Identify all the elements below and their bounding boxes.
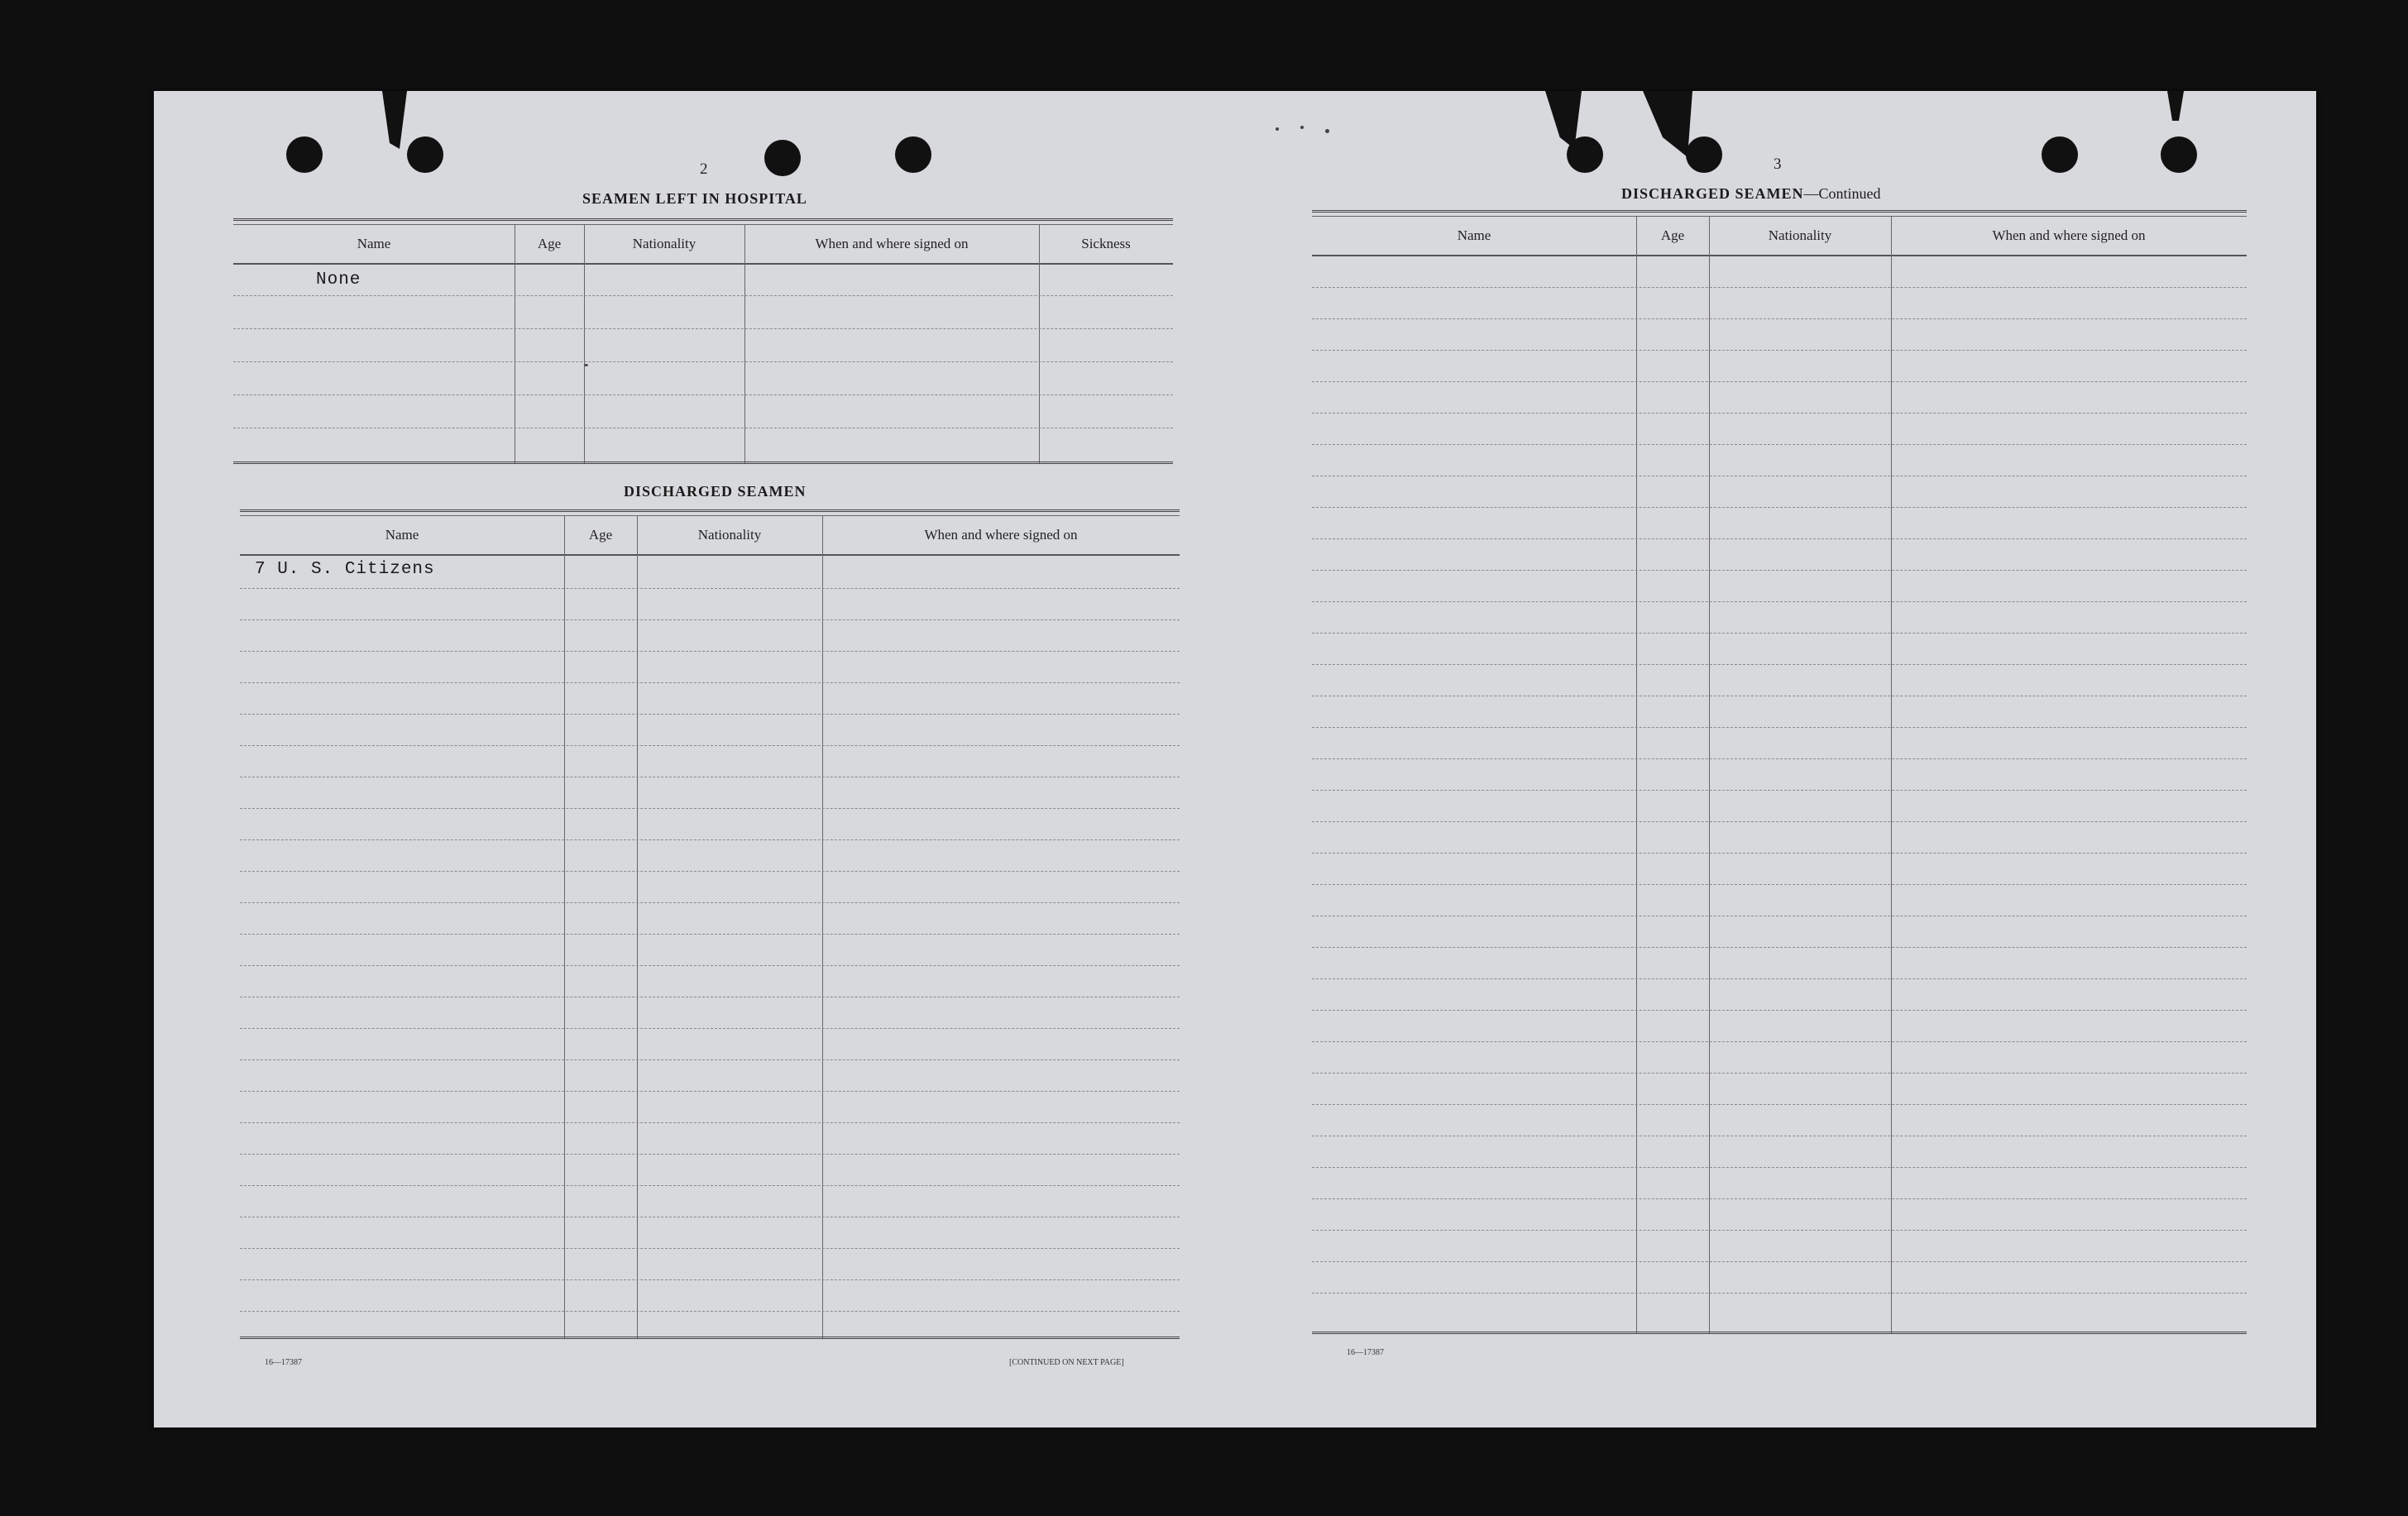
binder-hole [2042,136,2078,173]
form-code: 16—17387 [1347,1348,1384,1357]
discharged-entry: 7 U. S. Citizens [255,560,435,579]
binder-hole [2161,136,2197,173]
discharged-continued-title [1621,185,1881,203]
scan-speck [1300,126,1304,129]
discharged-section-title: DISCHARGED SEAMEN [624,483,807,500]
column-header-name: Name [357,236,391,251]
binder-hole [407,136,443,173]
column-header-age: Age [537,236,562,251]
column-header-nationality: Nationality [697,527,762,543]
hospital-table [233,218,1173,464]
scan-speck [1325,129,1329,133]
paper-tear [2167,91,2184,121]
column-header-when-where: When and where signed on [815,236,969,251]
discharged-continued-suffix: —Continued [1803,185,1881,202]
binder-hole [1686,136,1722,173]
document-sheet [154,91,2316,1428]
discharged-table [240,509,1180,1339]
column-header-when-where: When and where signed on [924,527,1078,543]
discharged-continued-title-main: DISCHARGED SEAMEN [1621,185,1804,202]
binder-hole [764,140,801,176]
paper-tear [1643,91,1692,157]
column-header-sickness: Sickness [1081,236,1131,251]
table-row [233,361,1173,362]
continued-note: [CONTINUED ON NEXT PAGE] [1009,1358,1124,1367]
table-header [240,515,1180,556]
table-header [1312,216,2247,256]
hospital-section-title: SEAMEN LEFT IN HOSPITAL [582,190,807,207]
column-header-name: Name [1457,227,1491,243]
column-header-age: Age [588,527,613,543]
table-row [233,295,1173,296]
binder-hole [286,136,323,173]
paper-tear [382,91,407,149]
table-row [233,328,1173,329]
page-number: 2 [700,160,708,178]
column-header-nationality: Nationality [632,236,697,251]
column-header-nationality: Nationality [1768,227,1832,243]
scan-speck [584,364,588,366]
form-code: 16—17387 [265,1358,302,1367]
hospital-entry: None [316,270,361,289]
page-number: 3 [1774,155,1782,173]
column-header-when-where: When and where signed on [1992,227,2146,243]
column-header-age: Age [1660,227,1685,243]
binder-hole [895,136,931,173]
table-header [233,224,1173,265]
column-header-name: Name [385,527,419,543]
scan-speck [1276,127,1279,131]
discharged-continued-table [1312,210,2247,1334]
